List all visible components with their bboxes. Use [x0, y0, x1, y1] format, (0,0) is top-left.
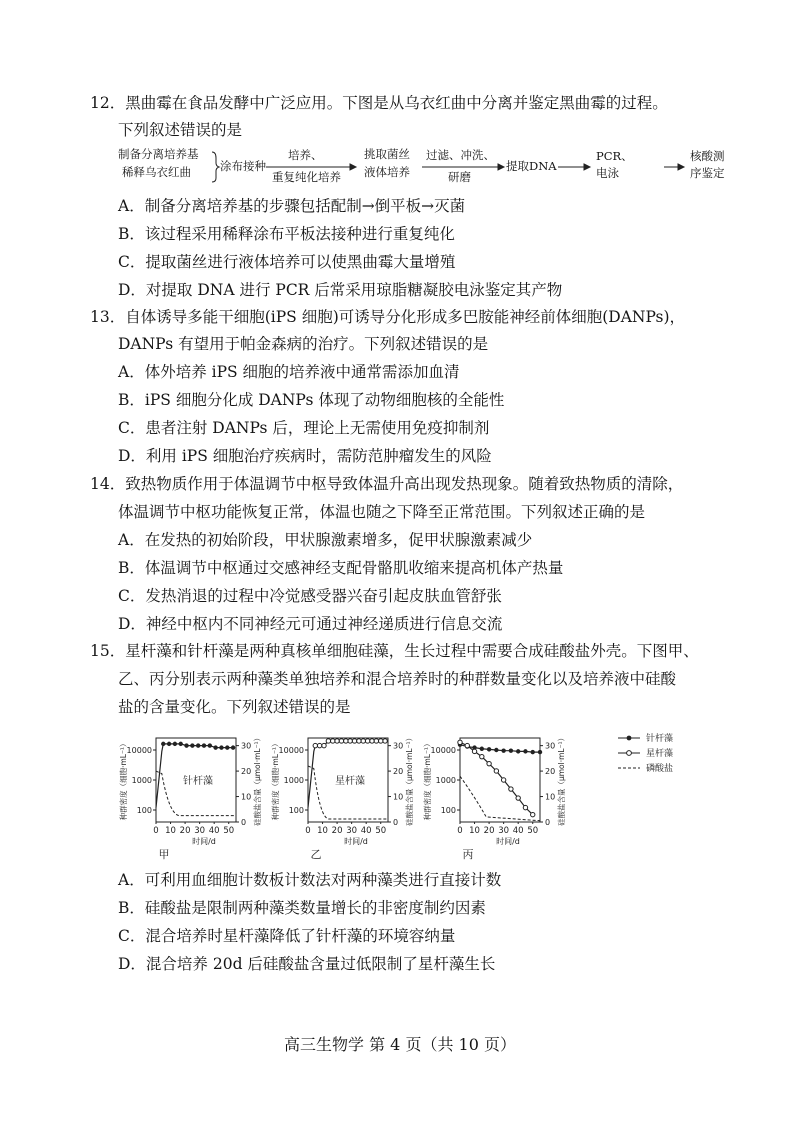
y-left-tick-label: 10000 [126, 746, 152, 755]
point-zhengan [213, 745, 217, 749]
x-tick-label: 0 [153, 826, 159, 836]
q12-stem-line1: 12．黑曲霉在食品发酵中广泛应用。下图是从乌衣红曲中分离并鉴定黑曲霉的过程。 [90, 94, 668, 112]
flow-step-seq1: 核酸测 [690, 149, 725, 163]
q12-option-d: D．对提取 DNA 进行 PCR 后常采用琼脂糖凝胶电泳鉴定其产物 [118, 281, 563, 299]
point-xinggan [480, 754, 484, 758]
y-right-tick-label: 20 [393, 767, 404, 777]
series-xinggan [308, 741, 385, 808]
point-zhengan [231, 745, 235, 749]
point-xinggan [352, 739, 356, 743]
x-axis-label: 时间/d [496, 837, 520, 846]
y-right-axis-label: 硅酸盐含量（μmol·mL⁻¹） [253, 733, 262, 827]
q14-option-d: D．神经中枢内不同神经元可通过神经递质进行信息交流 [118, 615, 503, 633]
q13-stem-line2: DANPs 有望用于帕金森病的治疗。下列叙述错误的是 [118, 335, 489, 353]
point-xinggan [317, 743, 321, 747]
panel-caption: 乙 [310, 848, 322, 861]
y-right-tick-label: 30 [393, 741, 404, 751]
point-xinggan [516, 796, 520, 800]
y-right-tick-label: 30 [241, 741, 252, 751]
flow-arrow2-bottom: 研磨 [448, 170, 471, 184]
point-xinggan [472, 749, 476, 753]
series-silicate [308, 766, 388, 819]
q15-option-c: C．混合培养时星杆藻降低了针杆藻的环境容纳量 [118, 927, 456, 945]
point-xinggan [361, 739, 365, 743]
point-zhengan [494, 748, 498, 752]
q15-stem-line1: 15．星杆藻和针杆藻是两种真核单细胞硅藻，生长过程中需要合成硅酸盐外壳。下图甲、 [90, 642, 699, 660]
y-left-axis-label: 种群密度（细胞·mL⁻¹） [271, 739, 280, 821]
y-left-tick-label: 100 [136, 806, 152, 815]
y-left-tick-label: 1000 [131, 776, 152, 785]
y-right-tick-label: 20 [545, 767, 556, 777]
x-tick-label: 10 [317, 826, 328, 836]
x-tick-label: 30 [346, 826, 358, 836]
series-silicate [460, 776, 540, 821]
point-xinggan [531, 812, 535, 816]
q12-option-c: C．提取菌丝进行液体培养可以使黑曲霉大量增殖 [118, 253, 456, 271]
point-xinggan [509, 787, 513, 791]
q12-option-b: B．该过程采用稀释涂布平板法接种进行重复纯化 [118, 225, 455, 243]
legend-marker-xinggan [627, 751, 632, 756]
legend-label-zhengan: 针杆藻 [646, 734, 674, 744]
x-tick-label: 50 [375, 826, 387, 836]
x-tick-label: 30 [194, 826, 206, 836]
point-xinggan [357, 739, 361, 743]
point-zhengan [480, 747, 484, 751]
flow-step-spread: 涂布接种 [220, 159, 266, 173]
y-right-axis-label: 硅酸盐含量（μmol·mL⁻¹） [557, 733, 566, 827]
x-tick-label: 30 [498, 826, 510, 836]
y-left-tick-label: 10000 [278, 746, 304, 755]
point-zhengan [487, 747, 491, 751]
q13-option-c: C．患者注射 DANPs 后，理论上无需使用免疫抑制剂 [118, 419, 490, 437]
point-xinggan [370, 739, 374, 743]
point-xinggan [379, 739, 383, 743]
y-left-tick-label: 1000 [435, 776, 456, 785]
y-left-axis-label: 种群密度（细胞·mL⁻¹） [423, 739, 432, 821]
x-tick-label: 40 [360, 826, 372, 836]
point-xinggan [458, 740, 462, 744]
q15-option-a: A．可利用血细胞计数板计数法对两种藻类进行直接计数 [118, 871, 502, 889]
flow-step-electro: 电泳 [596, 166, 619, 180]
point-zhengan [161, 742, 165, 746]
q13-option-a: A．体外培养 iPS 细胞的培养液中通常需添加血清 [118, 363, 460, 381]
point-xinggan [331, 739, 335, 743]
y-right-tick-label: 10 [241, 792, 252, 802]
point-xinggan [313, 743, 317, 747]
point-zhengan [538, 750, 542, 754]
x-tick-label: 20 [179, 826, 191, 836]
x-tick-label: 0 [305, 826, 311, 836]
x-tick-label: 20 [483, 826, 495, 836]
point-zhengan [516, 749, 520, 753]
point-xinggan [465, 743, 469, 747]
legend-label-xinggan: 星杆藻 [646, 749, 674, 759]
point-xinggan [374, 739, 378, 743]
point-xinggan [335, 739, 339, 743]
x-axis-label: 时间/d [344, 837, 368, 846]
point-zhengan [190, 743, 194, 747]
flow-step-liquid: 液体培养 [364, 165, 410, 179]
q14-option-c: C．发热消退的过程中冷觉感受器兴奋引起皮肤血管舒张 [118, 587, 502, 605]
x-tick-label: 10 [469, 826, 480, 836]
q14-option-a: A．在发热的初始阶段，甲状腺激素增多，促甲状腺激素减少 [118, 531, 533, 549]
y-left-axis-label: 种群密度（细胞·mL⁻¹） [119, 739, 128, 821]
y-right-tick-label: 0 [393, 818, 399, 827]
flow-arrow1-top: 培养、 [288, 148, 323, 162]
panel-caption: 甲 [158, 848, 170, 861]
flow-step-seq2: 序鉴定 [690, 166, 725, 180]
flow-step-dna: 提取DNA [506, 159, 557, 173]
point-xinggan [487, 761, 491, 765]
point-xinggan [326, 739, 330, 743]
q13-option-b: B．iPS 细胞分化成 DANPs 体现了动物细胞核的全能性 [118, 391, 505, 409]
point-xinggan [365, 739, 369, 743]
point-xinggan [383, 739, 387, 743]
q15-figure-svg [118, 726, 708, 866]
flow-step-dilute: 稀释乌衣红曲 [122, 165, 191, 179]
legend-marker-zhengan [627, 736, 632, 741]
point-xinggan [322, 743, 326, 747]
y-left-tick-label: 100 [440, 806, 456, 815]
x-axis-label: 时间/d [192, 837, 216, 846]
series-xinggan [460, 742, 533, 814]
point-xinggan [348, 739, 352, 743]
x-tick-label: 40 [208, 826, 220, 836]
flow-step-pcr: PCR、 [596, 149, 633, 163]
y-left-tick-label: 100 [288, 806, 304, 815]
q12-option-a: A．制备分离培养基的步骤包括配制→倒平板→灭菌 [118, 197, 466, 215]
point-zhengan [196, 743, 200, 747]
legend-label-silicate: 磷酸盐 [646, 764, 674, 774]
point-zhengan [173, 742, 177, 746]
point-zhengan [531, 750, 535, 754]
x-tick-label: 20 [331, 826, 343, 836]
point-zhengan [202, 743, 206, 747]
q12-flow-diagram [118, 146, 725, 190]
q14-stem-line1: 14．致热物质作用于体温调节中枢导致体温升高出现发热现象。随着致热物质的清除， [90, 475, 684, 493]
y-right-tick-label: 20 [241, 767, 252, 777]
panel-caption: 丙 [462, 848, 474, 861]
q13-stem-line1: 13．自体诱导多能干细胞(iPS 细胞)可诱导分化形成多巴胺能神经前体细胞(DANPs)， [90, 308, 685, 326]
point-xinggan [501, 778, 505, 782]
y-right-tick-label: 10 [545, 792, 556, 802]
flow-arrow1-bottom: 重复纯化培养 [272, 170, 341, 184]
y-left-tick-label: 10000 [430, 746, 456, 755]
x-tick-label: 40 [512, 826, 524, 836]
point-xinggan [494, 769, 498, 773]
q14-stem-line2: 体温调节中枢功能恢复正常，体温也随之下降至正常范围。下列叙述正确的是 [118, 503, 646, 521]
point-xinggan [339, 739, 343, 743]
y-right-tick-label: 0 [545, 818, 551, 827]
q14-option-b: B．体温调节中枢通过交感神经支配骨骼肌收缩来提高机体产热量 [118, 559, 564, 577]
point-xinggan [523, 805, 527, 809]
panel-inner-label: 星杆藻 [335, 776, 365, 787]
x-tick-label: 50 [223, 826, 235, 836]
x-tick-label: 0 [457, 826, 463, 836]
point-zhengan [523, 749, 527, 753]
point-zhengan [509, 748, 513, 752]
q15-figure [118, 726, 708, 866]
y-right-tick-label: 30 [545, 741, 556, 751]
point-zhengan [219, 745, 223, 749]
panel-inner-label: 针杆藻 [183, 776, 213, 787]
point-zhengan [501, 748, 505, 752]
y-right-axis-label: 硅酸盐含量（μmol·mL⁻¹） [405, 733, 414, 827]
x-tick-label: 10 [165, 826, 176, 836]
q15-option-b: B．硅酸盐是限制两种藻类数量增长的非密度制约因素 [118, 899, 486, 917]
q15-stem-line2: 乙、丙分别表示两种藻类单独培养和混合培养时的种群数量变化以及培养液中硅酸 [118, 670, 677, 688]
y-right-tick-label: 0 [241, 818, 247, 827]
q15-stem-line3: 盐的含量变化。下列叙述错误的是 [118, 698, 351, 716]
point-zhengan [225, 745, 229, 749]
point-zhengan [184, 743, 188, 747]
point-zhengan [179, 742, 183, 746]
y-left-tick-label: 1000 [283, 776, 304, 785]
flow-arrow2-top: 过滤、冲洗、 [426, 148, 495, 162]
flow-step-pick: 挑取菌丝 [364, 147, 410, 161]
q13-option-d: D．利用 iPS 细胞治疗疾病时，需防范肿瘤发生的风险 [118, 447, 492, 465]
q15-option-d: D．混合培养 20d 后硅酸盐含量过低限制了星杆藻生长 [118, 955, 496, 973]
point-zhengan [208, 743, 212, 747]
point-xinggan [344, 739, 348, 743]
q12-stem-line2: 下列叙述错误的是 [118, 121, 243, 139]
y-right-tick-label: 10 [393, 792, 404, 802]
point-zhengan [167, 742, 171, 746]
page-footer: 高三生物学 第 4 页（共 10 页） [284, 1035, 516, 1054]
x-tick-label: 50 [527, 826, 539, 836]
flow-step-medium: 制备分离培养基 [118, 147, 199, 161]
